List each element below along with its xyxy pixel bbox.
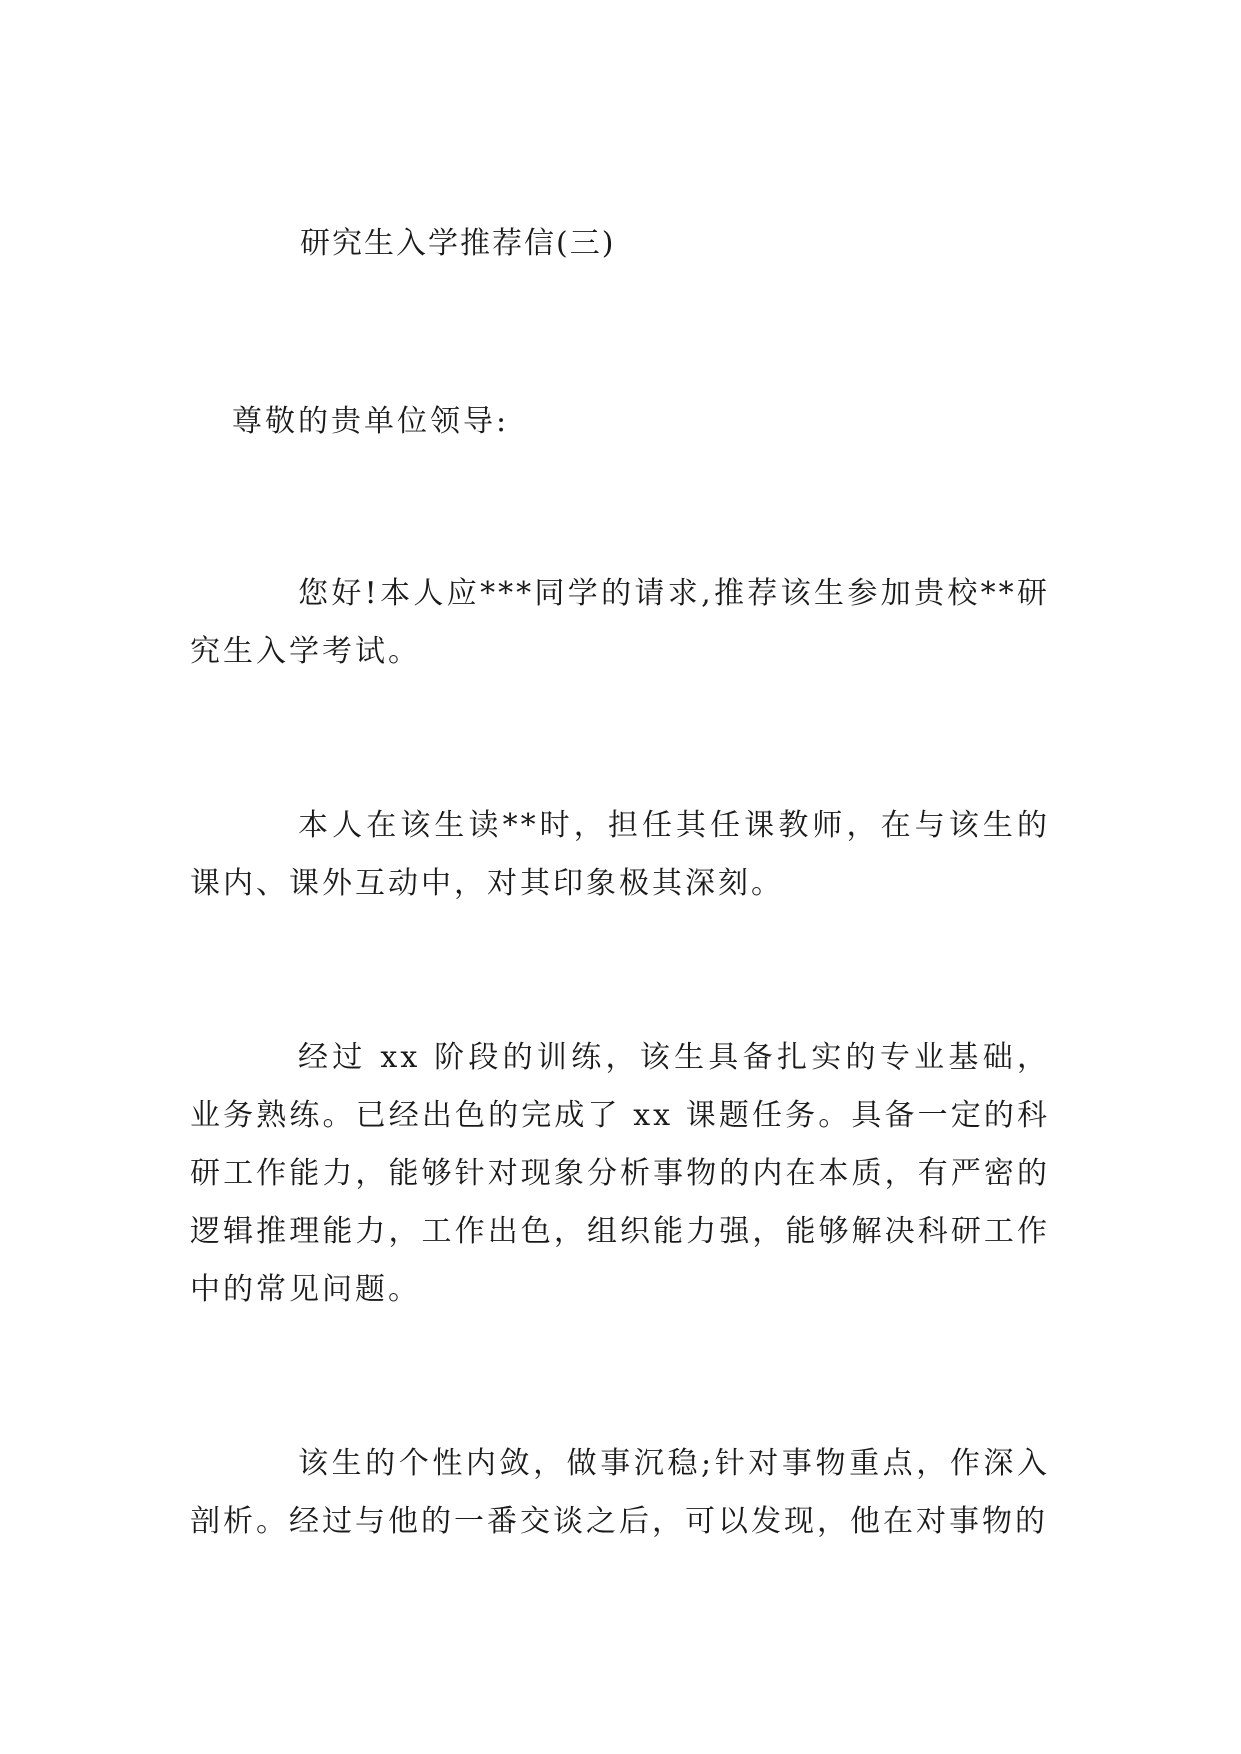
- paragraph-abilities: 经过 xx 阶段的训练，该生具备扎实的专业基础，业务熟练。已经出色的完成了 xx 课题任务。具备一定的科研工作能力，能够针对现象分析事物的内在本质，有严密的逻辑推理能力，工作出色，组织能力强，能够解决科研工作中的常见问题。: [190, 1040, 1050, 1307]
- document-title: 研究生入学推荐信(三): [300, 226, 616, 261]
- paragraph-personality: 该生的个性内敛，做事沉稳;针对事物重点，作深入剖析。经过与他的一番交谈之后，可以发现，他在对事物的: [190, 1446, 1050, 1539]
- paragraph-relationship: 本人在该生读**时，担任其任课教师，在与该生的课内、课外互动中，对其印象极其深刻。: [190, 808, 1050, 901]
- paragraph-greeting: 您好!本人应***同学的请求,推荐该生参加贵校**研究生入学考试。: [190, 576, 1050, 669]
- salutation: 尊敬的贵单位领导:: [232, 404, 510, 439]
